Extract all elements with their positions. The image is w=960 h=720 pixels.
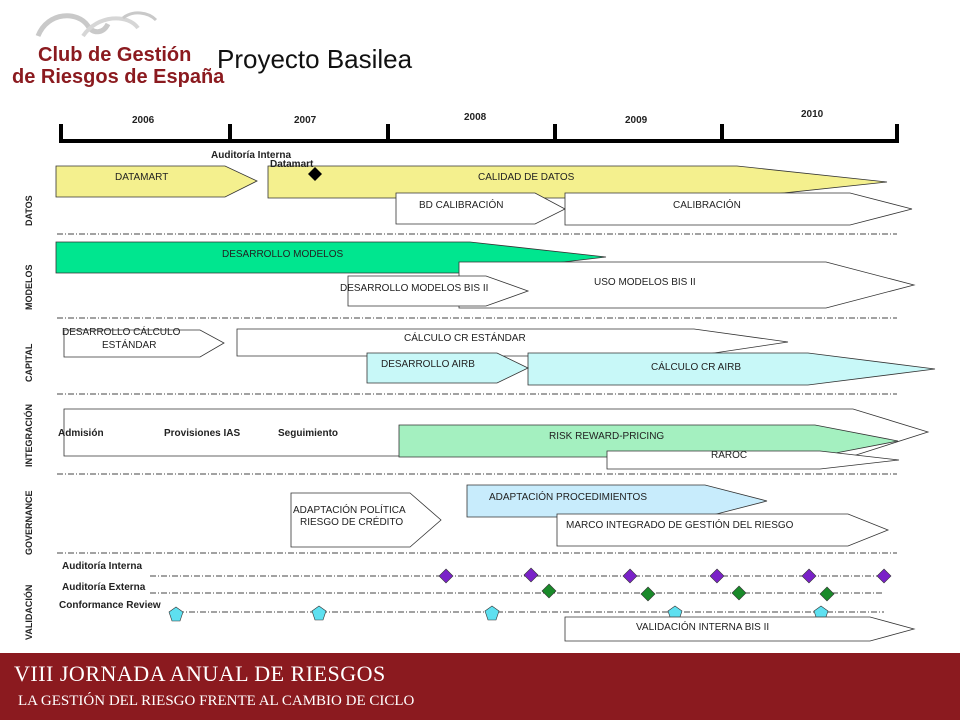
label-datamart: DATAMART	[115, 172, 169, 183]
label-marco-integrado: MARCO INTEGRADO DE GESTIÓN DEL RIESGO	[566, 520, 794, 531]
label-adaptacion-politica-1: ADAPTACIÓN POLÍTICA	[293, 505, 406, 516]
label-provisiones: Provisiones IAS	[164, 428, 241, 439]
label-auditoria-interna-row: Auditoría Interna	[62, 561, 143, 572]
label-desarrollo-calculo-1: DESARROLLO CÁLCULO	[62, 327, 181, 338]
label-bd-calibracion: BD CALIBRACIÓN	[419, 200, 504, 211]
footer-title: VIII JORNADA ANUAL DE RIESGOS	[14, 661, 386, 686]
logo-line1: Club de Gestión	[38, 44, 192, 66]
label-desarrollo-modelos: DESARROLLO MODELOS	[222, 249, 344, 260]
section-label-validacion: VALIDACIÓN	[24, 584, 34, 640]
timeline-axis	[61, 124, 899, 143]
label-calculo-cr-airb: CÁLCULO CR AIRB	[651, 362, 742, 373]
section-label-integracion: INTEGRACIÓN	[24, 404, 34, 467]
label-adaptacion-procedimientos: ADAPTACIÓN PROCEDIMIENTOS	[489, 492, 647, 503]
year-2007: 2007	[294, 115, 317, 126]
label-uso-modelos: USO MODELOS BIS II	[594, 277, 696, 288]
year-2006: 2006	[132, 115, 155, 126]
label-calculo-cr-estandar: CÁLCULO CR ESTÁNDAR	[404, 333, 526, 344]
year-2010: 2010	[801, 109, 824, 120]
label-raroc: RAROC	[711, 450, 748, 461]
label-desarrollo-calculo-2: ESTÁNDAR	[102, 340, 157, 351]
label-admision: Admisión	[58, 428, 104, 439]
section-label-datos: DATOS	[24, 195, 34, 226]
section-label-capital: CAPITAL	[24, 343, 34, 382]
label-adaptacion-politica-2: RIESGO DE CRÉDITO	[300, 517, 404, 528]
logo-line2: de Riesgos de España	[12, 66, 225, 88]
label-desarrollo-modelos-bis: DESARROLLO MODELOS BIS II	[340, 283, 489, 294]
milestone-datamart: Datamart	[270, 159, 314, 170]
label-seguimiento: Seguimiento	[278, 428, 339, 439]
year-2008: 2008	[464, 112, 487, 123]
footer-banner	[0, 653, 960, 720]
footer-subtitle: LA GESTIÓN DEL RIESGO FRENTE AL CAMBIO DE CICLO	[18, 693, 415, 709]
section-label-governance: GOVERNANCE	[24, 490, 34, 555]
section-label-modelos: MODELOS	[24, 264, 34, 310]
label-risk-reward: RISK REWARD-PRICING	[549, 431, 665, 442]
label-validacion-interna: VALIDACIÓN INTERNA BIS II	[636, 622, 770, 633]
milestone-auditoria-interna: Auditoría Interna	[211, 150, 292, 161]
label-calidad-datos: CALIDAD DE DATOS	[478, 172, 575, 183]
label-desarrollo-airb: DESARROLLO AIRB	[381, 359, 475, 370]
year-2009: 2009	[625, 115, 648, 126]
page-title: Proyecto Basilea	[217, 44, 413, 74]
label-calibracion: CALIBRACIÓN	[673, 200, 741, 211]
label-conformance-row: Conformance Review	[59, 600, 161, 611]
label-auditoria-externa-row: Auditoría Externa	[62, 582, 146, 593]
